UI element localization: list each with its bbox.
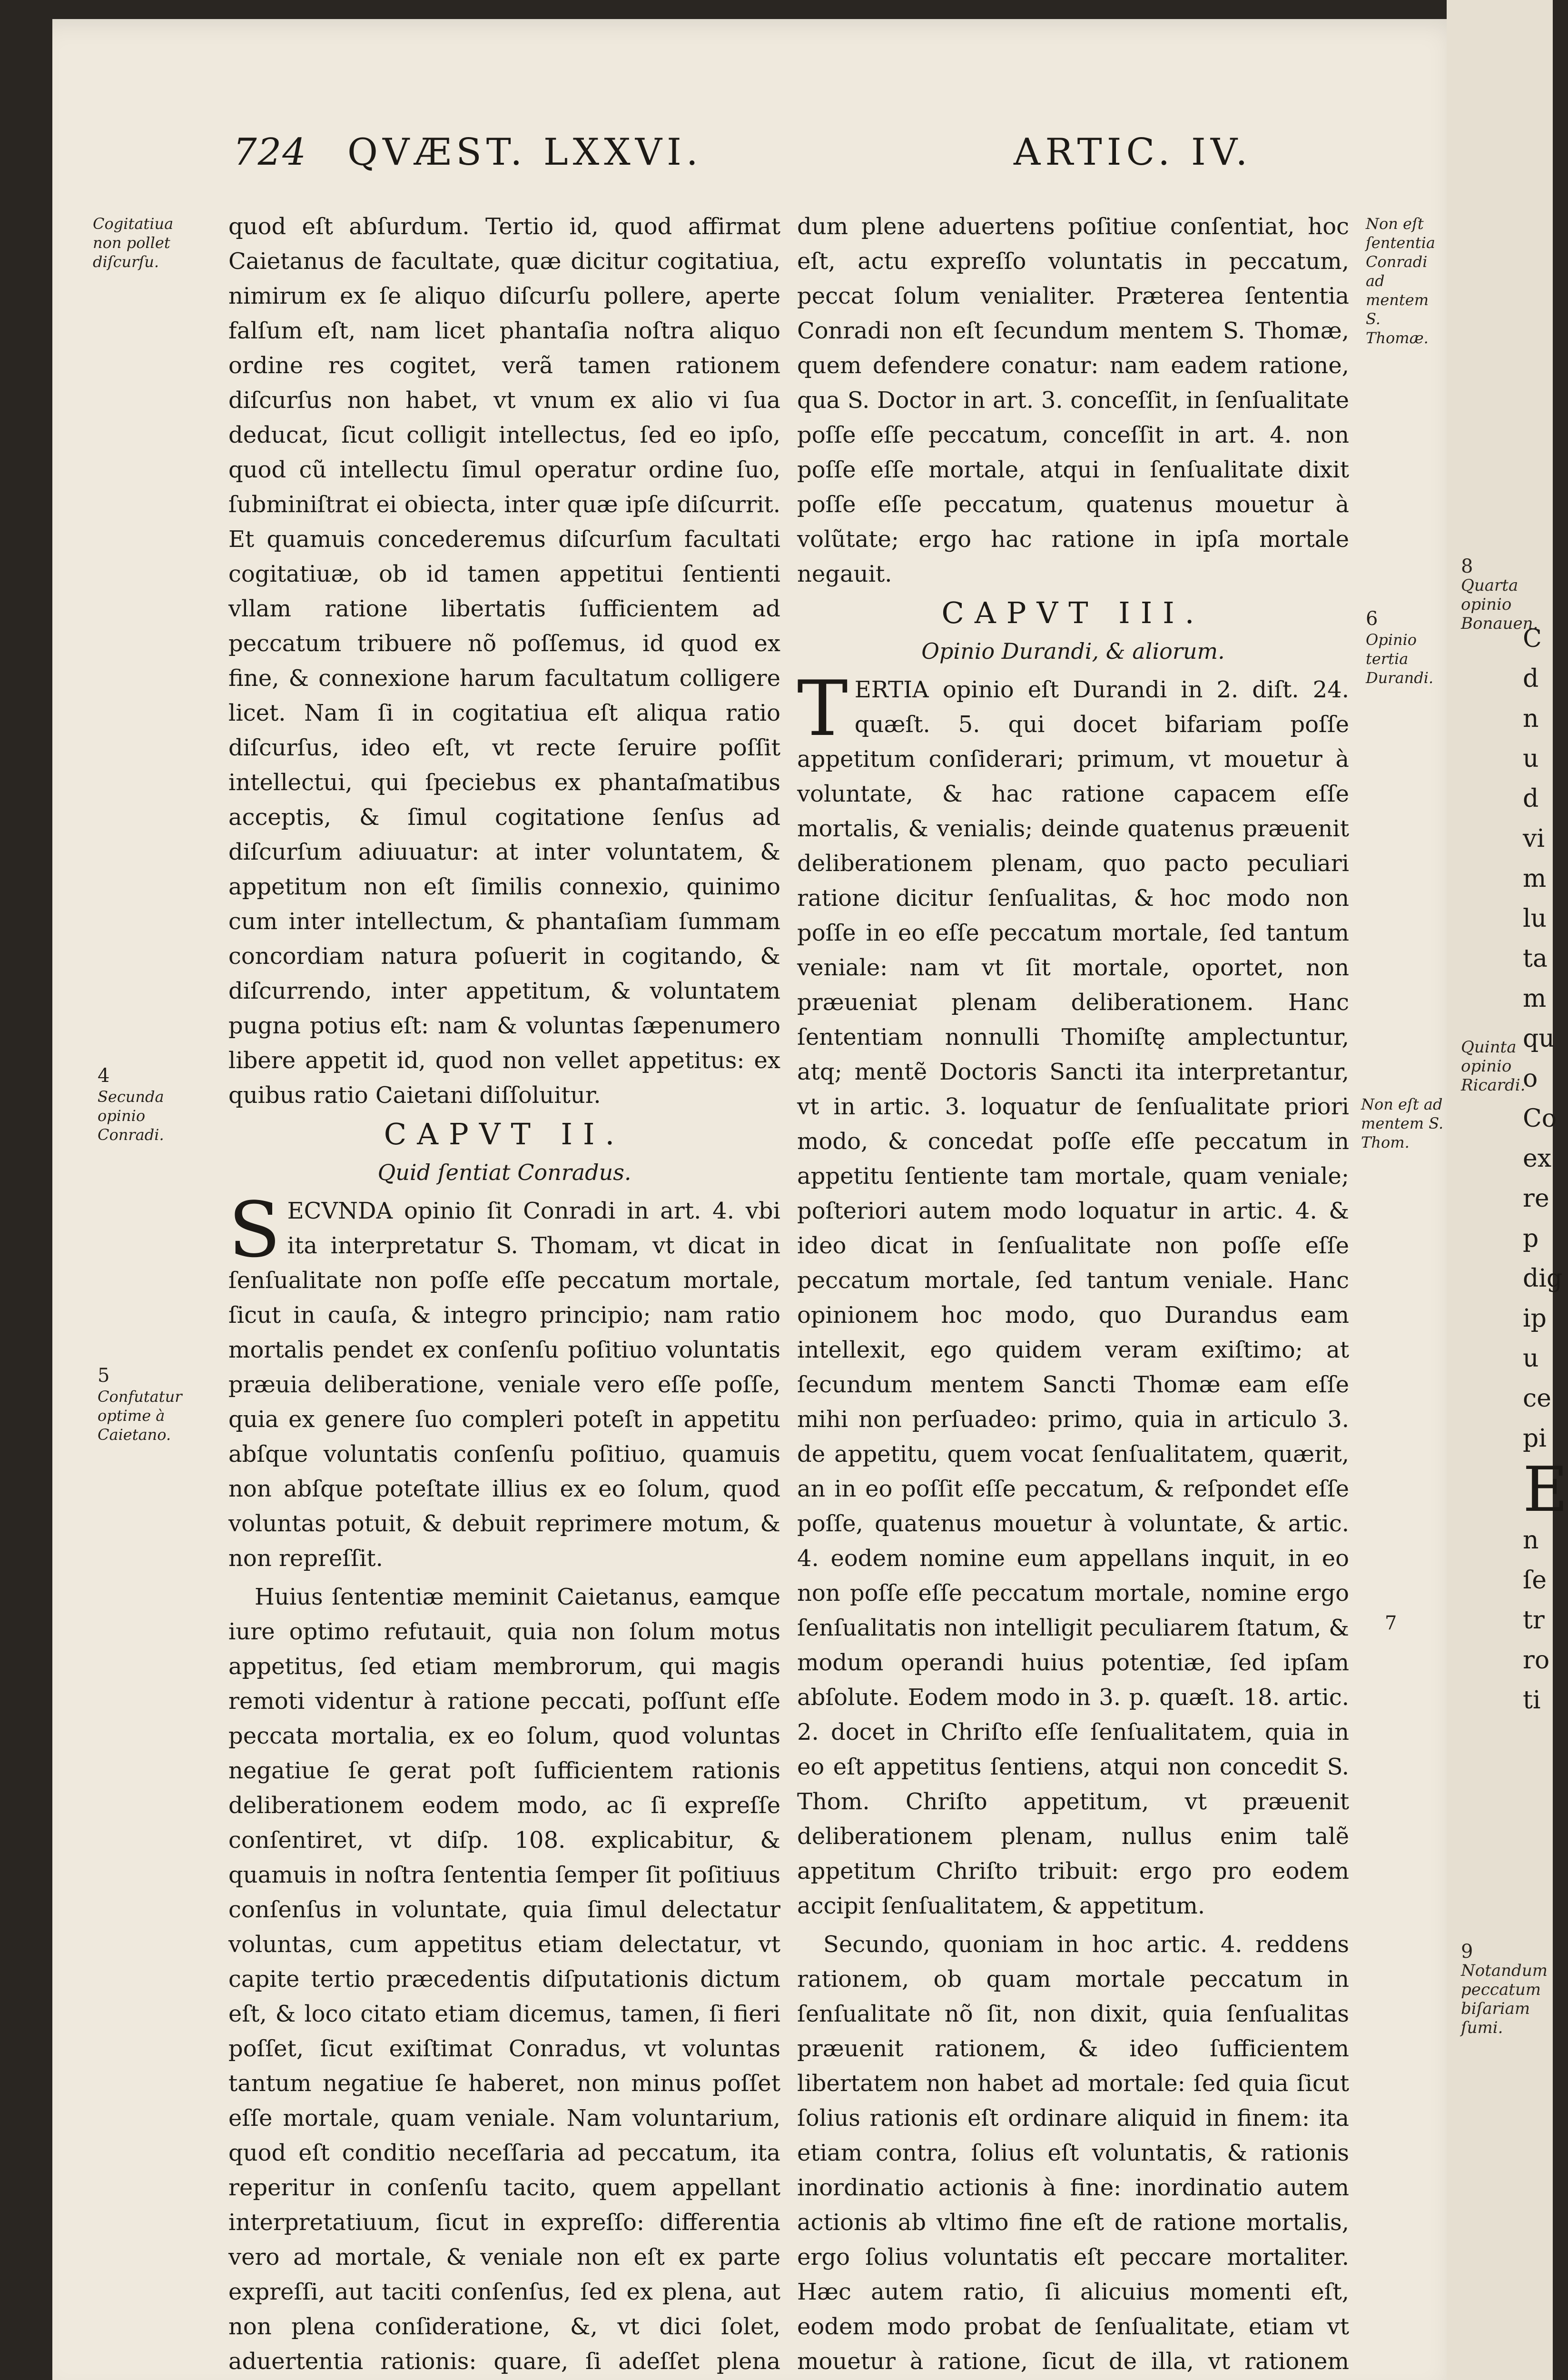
text-fragment: ta — [1523, 944, 1548, 973]
margin-note-durandi-non: Non eſt ad mentem S. Thom. — [1361, 1095, 1444, 1151]
chapter-subtitle: Opinio Durandi, & aliorum. — [921, 638, 1225, 664]
running-head-quaestio: QVÆST. LXXVI. — [347, 131, 703, 174]
page-number: 724 — [233, 131, 307, 174]
drop-cap: T — [797, 664, 848, 753]
text-fragment: n — [1523, 704, 1539, 733]
left-text-column — [228, 209, 780, 2380]
text-fragment: ro — [1523, 1646, 1550, 1675]
facing-margin-note-8 — [1461, 555, 1538, 633]
margin-note-cogitativa: Cogitatiua non pollet diſcurſu. — [93, 215, 174, 271]
text-fragment: n — [1523, 1526, 1539, 1555]
text-fragment: lu — [1523, 904, 1547, 933]
text-fragment: m — [1523, 864, 1547, 893]
book-page — [52, 19, 1475, 2380]
text-fragment: vi — [1523, 824, 1545, 853]
text-fragment: E — [1523, 1453, 1568, 1526]
margin-note-number: 7 — [1385, 1612, 1397, 1634]
text-fragment: qu — [1523, 1024, 1555, 1053]
text-fragment: d — [1523, 664, 1539, 693]
text-fragment: pi — [1523, 1424, 1547, 1453]
drop-cap: S — [228, 1185, 281, 1274]
margin-note-text: Secunda opinio Conradi. — [98, 1088, 164, 1144]
margin-note-7 — [1385, 1614, 1432, 1635]
text-fragment: ce — [1523, 1384, 1551, 1413]
margin-note-5 — [98, 1366, 193, 1444]
running-head-articulus: ARTIC. IV. — [1014, 131, 1252, 174]
text-fragment: C — [1523, 625, 1542, 653]
margin-note-text: Notandum peccatum biſariam ſumi. — [1461, 1961, 1548, 2037]
paragraph-with-dropcap — [797, 664, 1349, 1924]
text-fragment: dig — [1523, 1264, 1563, 1293]
paragraph: dum plene aduertens poſitiue conſentiat, hoc eſt, actu expreſſo voluntatis in peccatum, peccat ſolum venialiter. Præterea ſententia Conradi non eſt ſecundum mentem S. Thomæ, quem defendere conatur: nam eadem ratione, qua S. Doctor in art. 3. conceſſit, in ſenſualitate poſſe eſſe peccatum, conceſſit in art. 4. non poſſe eſſe mortale, atqui in ſenſualitate dixit poſſe eſſe peccatum, quatenus mouetur à volũtate; ergo hac ratione in ipſa mortale negauit. — [797, 213, 1349, 587]
text-fragment: m — [1523, 984, 1547, 1013]
page-header — [233, 131, 1432, 183]
right-text-column — [797, 209, 1349, 2380]
paragraph-text: ECVNDA opinio ſit Conradi in art. 4. vbi ita interpretatur S. Thomam, vt dicat in ſenſualitate non poſſe eſſe peccatum mortale, ſicut in cauſa, & integro principio; nam ratio mortalis pendet ex conſenſu poſitiuo voluntatis præuia deliberatione, veniale vero eſſe poſſe, quia ex genere ſuo compleri poteſt in appetitu abſque voluntatis conſenſu poſitiuo, quamuis non abſque poteſtate illius ex eo ſolum, quod voluntas potuit, & debuit reprimere motum, & non repreſſit. — [228, 1198, 780, 1572]
paragraph: Huius ſententiæ meminit Caietanus, eamque iure optimo refutauit, quia non ſolum motus appetitus, ſed etiam membrorum, qui magis remoti videntur à ratione peccati, poſſunt eſſe peccata mortalia, ex eo ſolum, quod voluntas negatiue ſe gerat poſt ſufficientem rationis deliberationem eodem modo, ac ſi expreſſe conſentiret, vt diſp. 108. explicabitur, & quamuis in noſtra ſententia ſemper ſit poſitiuus conſenſus in voluntate, quia ſimul delectatur voluntas, cum appetitus etiam delectatur, vt capite tertio præcedentis diſputationis dictum eſt, & loco citato etiam dicemus, tamen, ſi fieri poſſet, ſicut exiſtimat Conradus, vt voluntas tantum negatiue ſe haberet, non minus poſſet eſſe mortale, quam veniale. Nam voluntarium, quod eſt conditio neceſſaria ad peccatum, ita reperitur in conſenſu tacito, quem appellant interpretatiuum, ſicut in expreſſo: differentia vero ad mortale, & veniale non eſt ex parte expreſſi, aut taciti conſenſus, ſed ex plena, aut non plena conſideratione, &, vt dici ſolet, aduertentia rationis: quare, ſi adeſſet plena — [228, 1584, 780, 2375]
text-fragment: u — [1523, 1344, 1539, 1373]
facing-page-edge — [1447, 0, 1568, 2380]
chapter-heading: CAPVT II. — [384, 1117, 625, 1151]
text-fragment: u — [1523, 744, 1539, 773]
margin-note-number: 8 — [1461, 555, 1473, 577]
text-fragment: tr — [1523, 1606, 1545, 1635]
margin-note-number: 5 — [98, 1365, 110, 1387]
text-fragment: ex — [1523, 1144, 1552, 1173]
text-fragment: re — [1523, 1184, 1549, 1213]
margin-note-number: 9 — [1461, 1941, 1473, 1963]
text-fragment: ſe — [1523, 1566, 1547, 1595]
margin-note-number: 6 — [1366, 608, 1378, 630]
margin-note-number: 4 — [98, 1065, 110, 1087]
paragraph: Secundo, quoniam in hoc artic. 4. reddens rationem, ob quam mortale peccatum in ſenſualitate nõ ſit, non dixit, quia ſenſualitas præuenit rationem, & ideo ſufficientem libertatem non habet ad mortale: ſed quia ſicut ſolius rationis eſt ordinare aliquid in finem: ita etiam contra, ſolius eſt voluntatis, & rationis inordinatio actionis à fine: inordinatio autem actionis ab vltimo fine eſt de ratione mortalis, ergo ſolius voluntatis eſt peccare mortaliter. Hæc autem ratio, ſi alicuius momenti eſt, eodem modo probat de ſenſualitate, etiam vt mouetur à ratione, ſicut de illa, vt rationem — [797, 1931, 1349, 2375]
text-fragment: ip — [1523, 1304, 1547, 1333]
paragraph-with-dropcap — [228, 1185, 780, 1576]
text-fragment: p — [1523, 1224, 1539, 1253]
chapter-heading: CAPVT III. — [941, 595, 1205, 630]
margin-note-text: Quarta opinio Bonauen. — [1461, 576, 1538, 633]
paragraph: quod eſt abſurdum. Tertio id, quod affirmat Caietanus de facultate, quæ dicitur cogitatiua, nimirum ex ſe aliquo diſcurſu pollere, aperte falſum eſt, nam licet phantaſia noſtra aliquo ordine res cogitet, verã tamen rationem diſcurſus non habet, vt vnum ex alio vi ſua deducat, ſicut colligit intellectus, ſed eo ipſo, quod cũ intellectu ſimul operatur ordine ſuo, ſubminiſtrat ei obiecta, inter quæ ipſe diſcurrit. Et quamuis concederemus diſcurſum facultati cogitatiuæ, ob id tamen appetitui ſentienti vllam ratione libertatis ſufficientem ad peccatum tribuere nõ poſſemus, id quod ex fine, & connexione harum facultatum colligere licet. Nam ſi in cogitatiua eſt aliqua ratio diſcurſus, ideo eſt, vt recte ſeruire poſſit intellectui, qui ſpeciebus ex phantaſmatibus acceptis, & ſimul cogitatione ſenſus ad diſcurſum adiuuatur: at inter voluntatem, & appetitum non eſt ſimilis connexio, quinimo cum inter intellectum, & phantaſiam ſummam concordiam natura poſuerit in cogitando, & diſcurrendo, inter appetitum, & voluntatem pugna potius eſt: nam & voluntas ſæpenumero libere appetit id, quod non vellet appetitus: ex quibus ratio Caietani diſſoluitur. — [228, 213, 780, 1109]
text-fragment: Co — [1523, 1104, 1557, 1133]
margin-note-conradi: Non eſt ſententia Conradi ad mentem S. Thomæ. — [1366, 215, 1435, 347]
paragraph-text: ERTIA opinio eſt Durandi in 2. diſt. 24. quæſt. 5. qui docet bifariam poſſe appetitum conſiderari; primum, vt mouetur à voluntate, & hac ratione capacem eſſe mortalis, & venialis; deinde quatenus præuenit deliberationem plenam, quo pacto peculiari ratione dicitur ſenſualitas, & hoc modo non poſſe in eo eſſe peccatum mortale, ſed tantum veniale: nam vt ſit mortale, oportet, non præueniat plenam deliberationem. Hanc ſententiam nonnulli Thomiſtę amplectuntur, atq; mentẽ Doctoris Sancti ita interpretantur, vt in artic. 3. loquatur de ſenſualitate priori modo, & concedat poſſe eſſe peccatum in appetitu ſentiente tam mortale, quam veniale; poſteriori autem modo loquatur in artic. 4. & ideo dicat in ſenſualitate non poſſe eſſe peccatum mortale, ſed tantum veniale. Hanc opinionem hoc modo, quo Durandus eam intellexit, ego quidem veram exiſtimo; at ſecundum mentem Sancti Thomæ eam eſſe mihi non perſuadeo: primo, quia in articulo 3. de appetitu, quem vocat ſenſualitatem, quærit, an in eo poſſit eſſe peccatum, & reſpondet eſſe poſſe, quatenus mouetur à voluntate, & artic. 4. eodem nomine eum appellans inquit, in eo non poſſe eſſe peccatum mortale, nomine ergo ſenſualitatis non intelligit peculiarem ſtatum, & modum operandi huius potentiæ, ſed ipſam abſolute. Eodem modo in 3. p. quæſt. 18. artic. 2. docet in Chriſto eſſe ſenſualitatem, quia in eo eſt appetitus ſentiens, atqui non concedit S. Thom. Chriſto appetitum, vt præuenit deliberationem plenam, nullus enim talẽ appetitum Chriſto tribuit: ergo pro eodem accipit ſenſualitatem, & appetitum. — [797, 676, 1349, 1919]
margin-note-4 — [98, 1066, 193, 1144]
text-fragment: ti — [1523, 1686, 1541, 1715]
margin-note-text: Confutatur optime à Caietano. — [98, 1388, 182, 1444]
text-fragment: o — [1523, 1064, 1538, 1093]
margin-note-text: Opinio tertia Durandi. — [1366, 631, 1434, 687]
facing-page-text-fragments — [1523, 619, 1568, 1720]
margin-note-6 — [1366, 609, 1447, 687]
chapter-subtitle: Quid ſentiat Conradus. — [377, 1160, 631, 1185]
facing-margin-note-quinta: Quinta opinio Ricardi. — [1461, 1038, 1526, 1095]
text-fragment: d — [1523, 784, 1539, 813]
facing-margin-note-9 — [1461, 1941, 1548, 2037]
